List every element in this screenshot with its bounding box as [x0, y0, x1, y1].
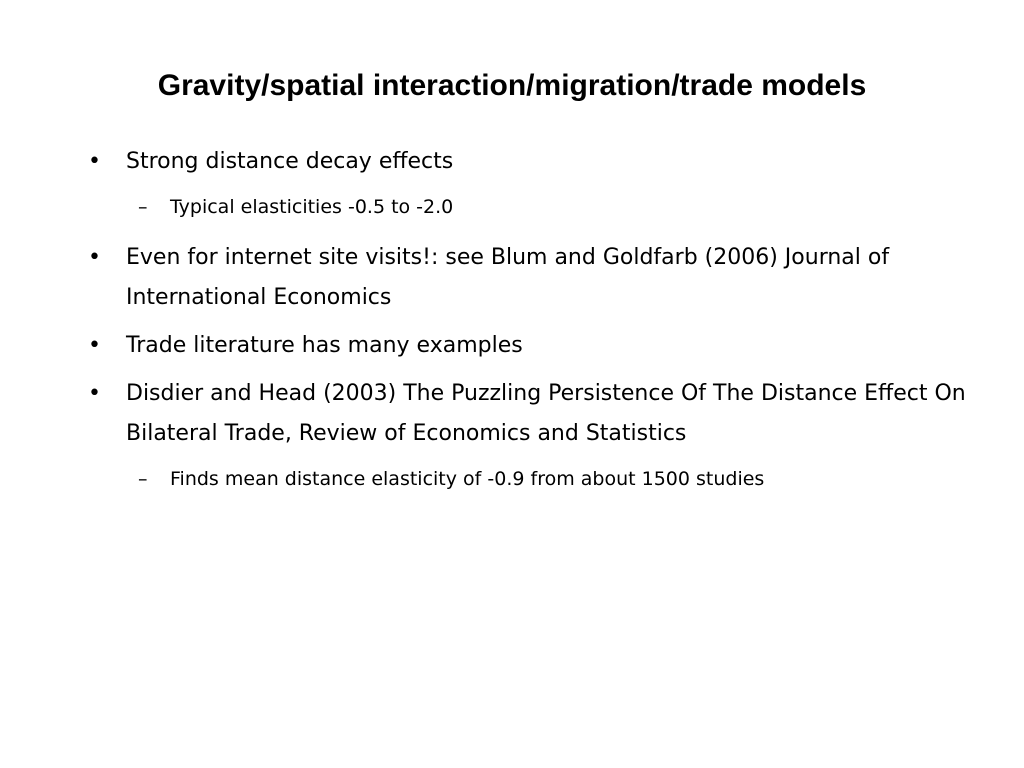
bullet-list: [88, 142, 988, 510]
slide-title: Gravity/spatial interaction/migration/trade models: [157, 69, 867, 102]
bullet-text: Strong distance decay effects: [126, 149, 454, 174]
sub-bullet-text: Typical elasticities -0.5 to -2.0: [170, 196, 454, 218]
bullet-text: Trade literature has many examples: [126, 333, 523, 358]
dash-icon: –: [138, 196, 148, 218]
bullet-item: [88, 326, 988, 366]
sub-bullet-item: [138, 462, 988, 496]
bullet-icon: •: [88, 333, 101, 358]
bullet-text: Even for internet site visits!: see Blum and Goldfarb (2006) Journal of International Economics: [126, 245, 890, 310]
bullet-icon: •: [88, 381, 101, 406]
dash-icon: –: [138, 468, 148, 490]
bullet-item: [88, 238, 988, 318]
sub-bullet-text: Finds mean distance elasticity of -0.9 from about 1500 studies: [170, 468, 765, 490]
bullet-icon: •: [88, 149, 101, 174]
bullet-item: [88, 142, 988, 182]
bullet-item: [88, 374, 988, 454]
bullet-text: Disdier and Head (2003) The Puzzling Persistence Of The Distance Effect On Bilateral Trade, Review of Economics and Statistics: [126, 381, 966, 446]
bullet-icon: •: [88, 245, 101, 270]
sub-bullet-item: [138, 190, 988, 224]
